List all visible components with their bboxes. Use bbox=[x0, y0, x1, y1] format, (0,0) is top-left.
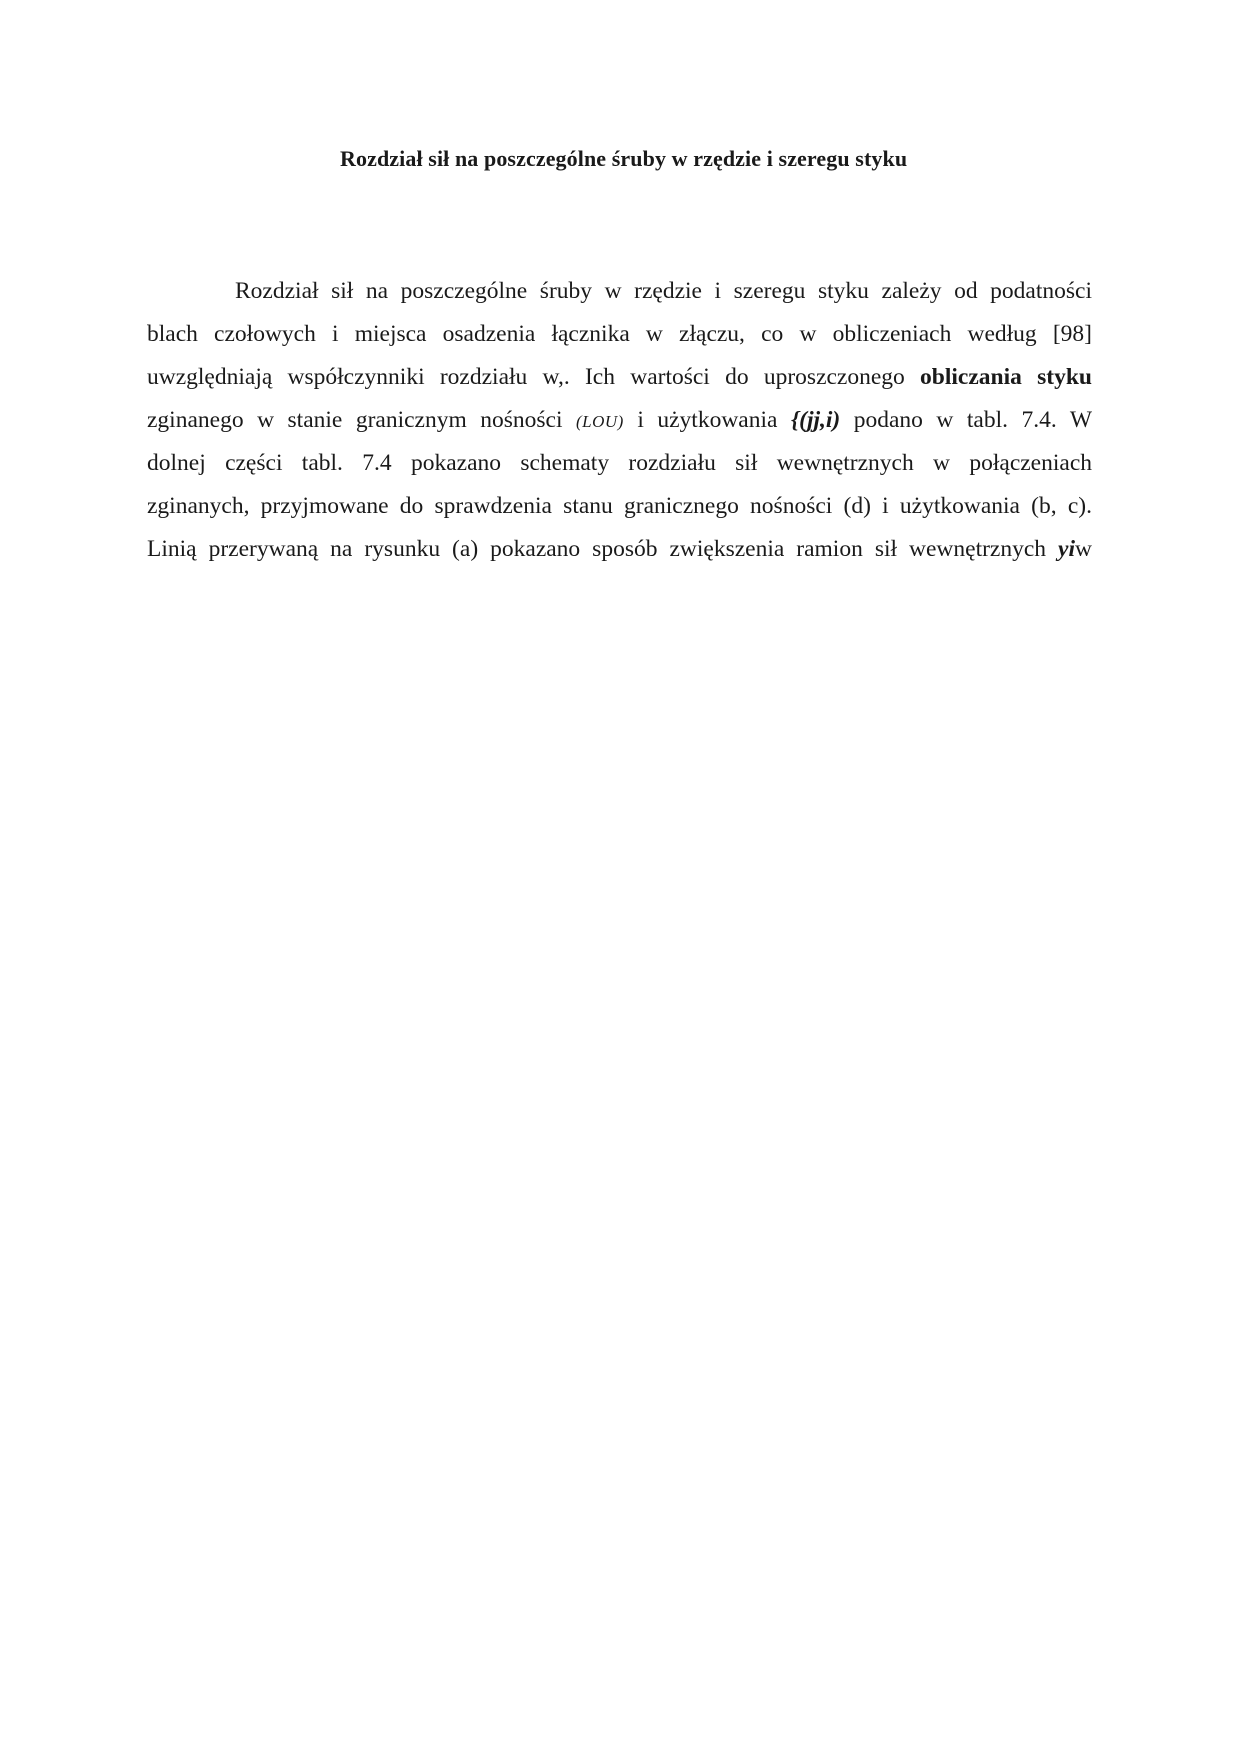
line-7-text: Linią przerywaną na rysunku (a) pokazano sposób zwiększenia ramion sił wewnętrznych bbox=[147, 536, 1059, 562]
line-3-bold-text: obliczania styku bbox=[920, 364, 1092, 390]
paragraph-line-2: blach czołowych i miejsca osadzenia łącznika w złączu, co w obliczeniach według [98] bbox=[147, 321, 1092, 347]
line-4-text-c: podano w tabl. 7.4. W bbox=[840, 407, 1092, 433]
lou-symbol: (LOU) bbox=[576, 412, 624, 431]
sls-symbol: {(jj,i) bbox=[790, 407, 841, 433]
paragraph-line-7 bbox=[147, 528, 1092, 571]
line-3-text: uwzględniają współczynniki rozdziału w,. Ich wartości do uproszczonego bbox=[147, 364, 921, 390]
paragraph-line-1: Rozdział sił na poszczególne śruby w rzędzie i szeregu styku zależy od podatności bbox=[235, 278, 1092, 304]
line-7-tail: w bbox=[1075, 536, 1092, 562]
section-title: Rozdział sił na poszczególne śruby w rzędzie i szeregu styku bbox=[340, 146, 908, 171]
paragraph-line-5: dolnej części tabl. 7.4 pokazano schematy rozdziału sił wewnętrznych w połączeniach bbox=[147, 450, 1092, 476]
line-4-text-b: i użytkowania bbox=[623, 407, 791, 433]
paragraph-line-4 bbox=[147, 399, 1092, 442]
paragraph-line-3 bbox=[147, 356, 1092, 399]
line-4-text-a: zginanego w stanie granicznym nośności bbox=[147, 407, 577, 433]
body-paragraph bbox=[147, 270, 1092, 571]
yi-symbol: yi bbox=[1058, 536, 1076, 562]
paragraph-line-6: zginanych, przyjmowane do sprawdzenia stanu granicznego nośności (d) i użytkowania (b, c). bbox=[147, 493, 1092, 519]
